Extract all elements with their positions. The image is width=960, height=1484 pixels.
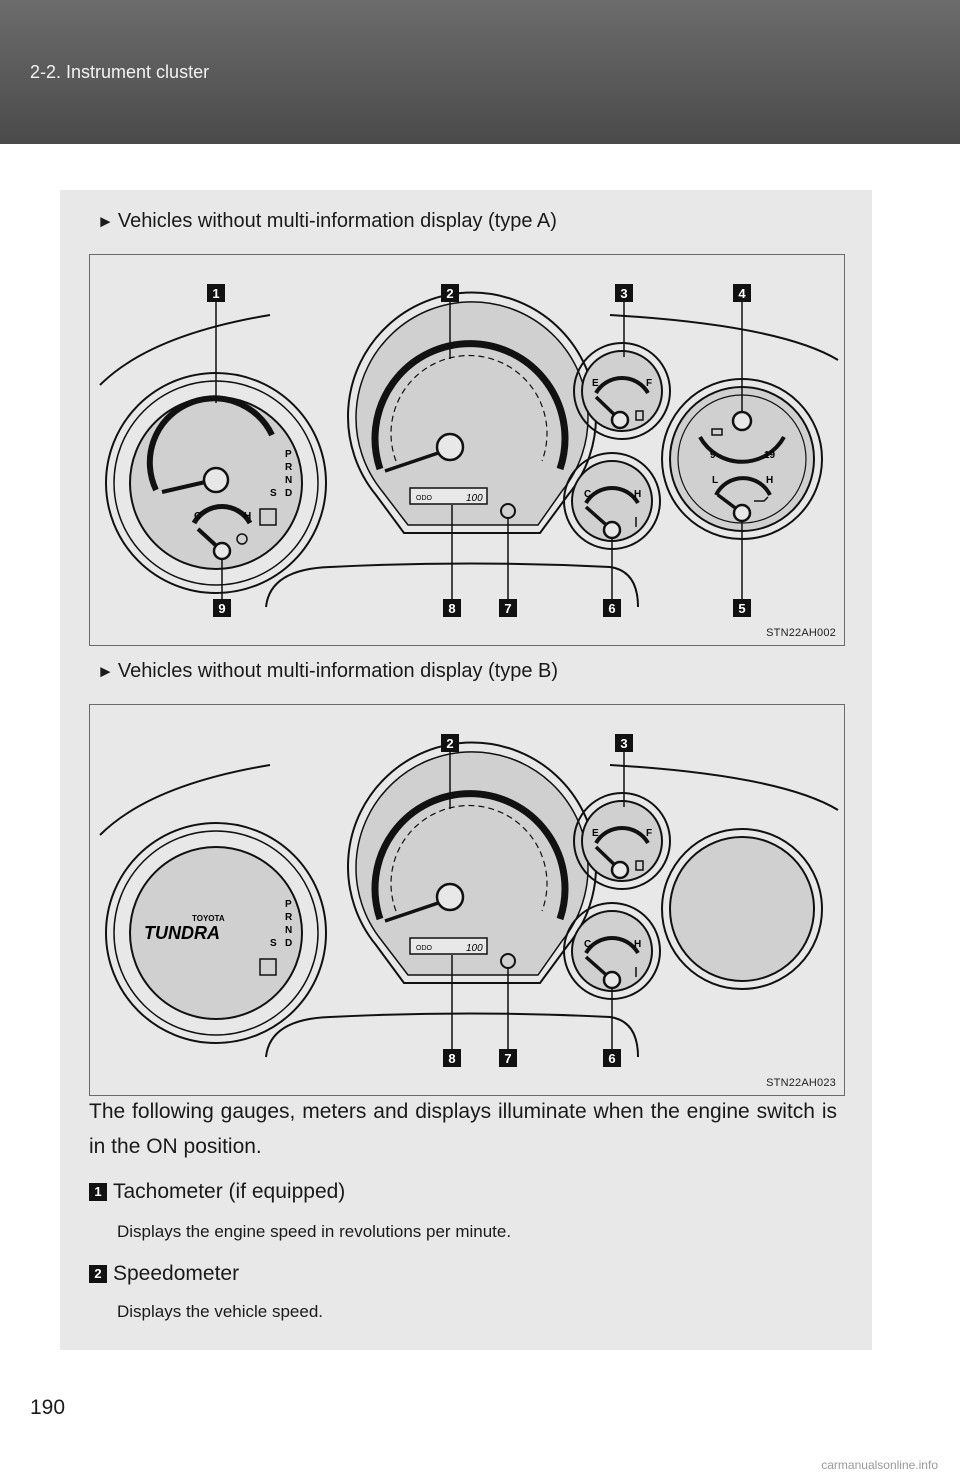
callout-9 <box>213 599 231 617</box>
callout-7 <box>499 599 517 617</box>
shift-label-n: N <box>285 475 293 486</box>
svg-text:6: 6 <box>608 1051 616 1066</box>
odo-label: ODO <box>416 945 432 952</box>
shift-label-p: P <box>285 449 292 460</box>
svg-text:3: 3 <box>620 736 628 751</box>
shift-label-r: R <box>285 912 293 923</box>
dash-outline-right <box>610 765 838 810</box>
svg-text:3: 3 <box>620 286 628 301</box>
triangle-bullet-icon: ► <box>97 662 114 681</box>
volt-high-label: 19 <box>764 450 776 461</box>
tach-cold-label: C <box>194 511 202 522</box>
callout-3 <box>615 284 633 302</box>
fuel-full-label: F <box>646 378 653 389</box>
dash-outline-left <box>100 315 270 385</box>
oil-high-label: H <box>766 475 774 486</box>
brand-toyota: TOYOTA <box>192 914 225 923</box>
volt-low-label: 9 <box>710 450 716 461</box>
speedometer-gauge <box>348 743 596 983</box>
odo-value: 100 <box>466 943 483 954</box>
item-number-badge: 2 <box>89 1265 107 1283</box>
oil-low-label: L <box>712 475 719 486</box>
fuel-gauge <box>574 793 670 889</box>
callout-2 <box>441 284 459 302</box>
figure-b <box>89 704 845 1096</box>
section-title: 2-2. Instrument cluster <box>30 62 210 82</box>
svg-text:2: 2 <box>446 736 454 751</box>
shift-label-d: D <box>285 938 293 949</box>
triangle-bullet-icon: ► <box>97 212 114 231</box>
svg-text:5: 5 <box>738 601 746 616</box>
callout-3 <box>615 734 633 752</box>
item-title: Speedometer <box>113 1262 240 1285</box>
callout-6 <box>603 599 621 617</box>
item-tachometer-desc: Displays the engine speed in revolutions per minute. <box>117 1222 512 1241</box>
dash-outline-right <box>610 315 838 360</box>
callout-4 <box>733 284 751 302</box>
item-tachometer <box>89 1180 345 1204</box>
callout-8 <box>443 1049 461 1067</box>
figure-a <box>89 254 845 646</box>
shift-label-s: S <box>270 938 277 949</box>
instrument-cluster-diagram-b <box>90 705 846 1097</box>
fuel-full-label: F <box>646 828 653 839</box>
item-speedometer-desc: Displays the vehicle speed. <box>117 1302 324 1321</box>
watermark: carmanualsonline.info <box>821 1458 938 1472</box>
temp-hot-label: H <box>634 489 642 500</box>
shift-label-d: D <box>285 488 293 499</box>
svg-text:9: 9 <box>218 601 226 616</box>
instrument-cluster-diagram-a <box>90 255 846 647</box>
odo-value: 100 <box>466 493 483 504</box>
svg-text:8: 8 <box>448 1051 456 1066</box>
page-number: 190 <box>30 1396 66 1419</box>
fuel-gauge <box>574 343 670 439</box>
svg-text:2: 2 <box>446 286 454 301</box>
item-speedometer <box>89 1262 239 1286</box>
callout-1 <box>207 284 225 302</box>
figure-a-caption: ► Vehicles without multi-information display (type A) <box>97 210 557 232</box>
coolant-temp-gauge <box>564 903 660 999</box>
tachometer-gauge <box>106 373 326 593</box>
dash-outline-left <box>100 765 270 835</box>
svg-text:6: 6 <box>608 601 616 616</box>
figure-a-code: STN22AH002 <box>766 627 836 639</box>
speedometer-gauge <box>348 293 596 533</box>
figure-b-caption: ► Vehicles without multi-information display (type B) <box>97 660 559 682</box>
shift-label-p: P <box>285 899 292 910</box>
fuel-empty-label: E <box>592 828 599 839</box>
callout-2 <box>441 734 459 752</box>
callout-7 <box>499 1049 517 1067</box>
callout-8 <box>443 599 461 617</box>
callout-5 <box>733 599 751 617</box>
page-header <box>0 0 960 144</box>
svg-text:8: 8 <box>448 601 456 616</box>
blank-dial <box>662 829 822 989</box>
shift-label-n: N <box>285 925 293 936</box>
temp-cold-label: C <box>584 939 592 950</box>
temp-hot-label: H <box>634 939 642 950</box>
svg-text:7: 7 <box>504 1051 512 1066</box>
coolant-temp-gauge <box>564 453 660 549</box>
callout-6 <box>603 1049 621 1067</box>
svg-text:4: 4 <box>738 286 746 301</box>
shift-label-r: R <box>285 462 293 473</box>
svg-text:7: 7 <box>504 601 512 616</box>
item-number-badge: 1 <box>89 1183 107 1201</box>
tach-hot-label: H <box>244 511 252 522</box>
item-title: Tachometer (if equipped) <box>113 1180 346 1203</box>
intro-paragraph: The following gauges, meters and displays illuminate when the engine switch is in the ON position. <box>89 1100 837 1158</box>
fuel-empty-label: E <box>592 378 599 389</box>
brand-tundra: TUNDRA <box>144 923 220 943</box>
brand-dial <box>106 823 326 1043</box>
shift-label-s: S <box>270 488 277 499</box>
temp-cold-label: C <box>584 489 592 500</box>
odo-label: ODO <box>416 495 432 502</box>
svg-text:1: 1 <box>212 286 220 301</box>
figure-b-code: STN22AH023 <box>766 1077 836 1089</box>
